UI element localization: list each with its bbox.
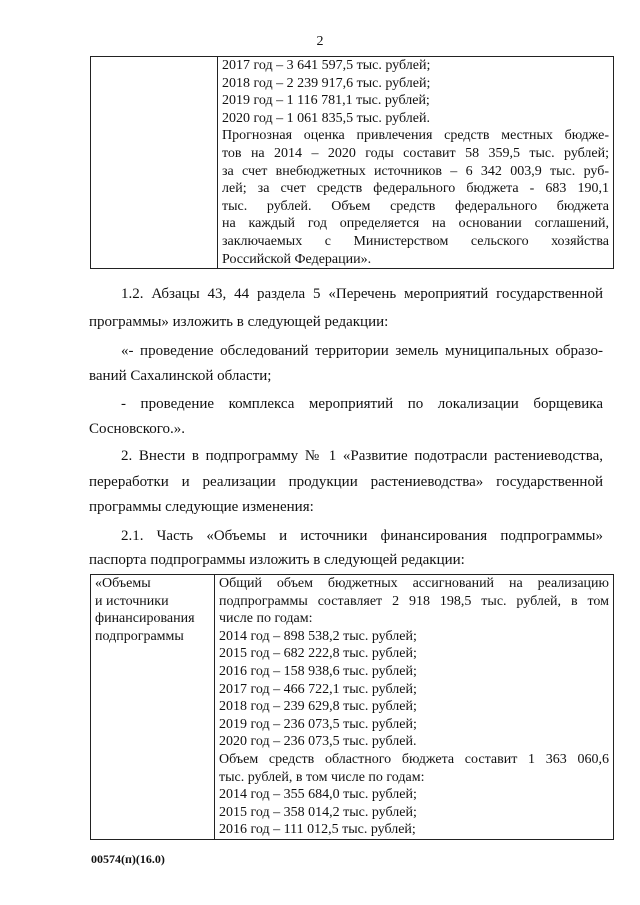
table2-line: 2014 год – 898 538,2 тыс. рублей; (219, 628, 417, 644)
table2-left-cell (91, 575, 215, 840)
paragraph-2-1-cont (89, 550, 603, 570)
document-code: 00574(п)(16.0) (91, 852, 165, 866)
paragraph-1-2 (89, 284, 603, 304)
table1-line: лей; за счет средств федерального бюджета - 683 190,1 (222, 181, 609, 197)
table2-right-cell (215, 575, 614, 840)
table1-right-cell (218, 57, 614, 269)
paragraph-2-cont (89, 472, 603, 492)
table1-line: Прогнозная оценка привлечения средств местных бюдже- (222, 128, 609, 144)
paragraph-line: программы следующие изменения: (89, 499, 314, 515)
paragraph-line: программы» изложить в следующей редакции: (89, 314, 389, 330)
table2-line: Общий объем бюджетных ассигнований на реализацию (219, 576, 609, 591)
paragraph-line: переработки и реализации продукции растениеводства» государственной (89, 474, 603, 490)
table1-line: Российской Федерации». (222, 251, 372, 267)
table2-left-line: подпрограммы (95, 628, 184, 644)
paragraph-line: «- проведение обследований территории земель муниципальных образо- (121, 343, 603, 359)
table1-line: заключаемых с Министерством сельского хозяйства (222, 233, 609, 249)
paragraph-quote-1-cont (89, 366, 603, 386)
table2-line: подпрограммы составляет 2 918 198,5 тыс. рублей, в том (219, 593, 609, 609)
table1-line: 2017 год – 3 641 597,5 тыс. рублей; (222, 58, 431, 73)
paragraph-line: 1.2. Абзацы 43, 44 раздела 5 «Перечень мероприятий государственной (121, 286, 603, 302)
table2-line: Объем средств областного бюджета составит 1 363 060,6 (219, 751, 609, 767)
paragraph-line: 2.1. Часть «Объемы и источники финансирования подпрограммы» (121, 528, 603, 544)
paragraph-quote-2 (89, 394, 603, 414)
paragraph-line: - проведение комплекса мероприятий по локализации борщевика (121, 396, 603, 412)
table2-left-line: и источники (95, 593, 169, 609)
table1-line: тов на 2014 – 2020 годы составит 58 359,5 тыс. рублей; (222, 145, 609, 161)
page-number: 2 (316, 34, 324, 49)
paragraph-1-2-cont (89, 312, 603, 332)
paragraph-line: Сосновского.». (89, 421, 186, 437)
table1-line: 2020 год – 1 061 835,5 тыс. рублей. (222, 110, 430, 126)
paragraph-2 (89, 446, 603, 466)
table2-line: 2017 год – 466 722,1 тыс. рублей; (219, 681, 417, 697)
table2-line: 2014 год – 355 684,0 тыс. рублей; (219, 787, 417, 803)
paragraph-line: паспорта подпрограммы изложить в следующей редакции: (89, 552, 465, 568)
table2-left-line: «Объемы (95, 576, 151, 591)
table1-line: на каждый год определяется на основании соглашений, (222, 216, 609, 232)
table2-line: числе по годам: (219, 611, 313, 627)
passport-table-financing (90, 574, 614, 840)
table2-line: 2020 год – 236 073,5 тыс. рублей. (219, 734, 417, 750)
table1-line: 2018 год – 2 239 917,6 тыс. рублей; (222, 75, 431, 91)
table2-line: 2016 год – 111 012,5 тыс. рублей; (219, 822, 416, 838)
paragraph-2-1 (89, 526, 603, 546)
paragraph-line: 2. Внести в подпрограмму № 1 «Развитие подотрасли растениеводства, (121, 448, 603, 464)
paragraph-line: ваний Сахалинской области; (89, 368, 272, 384)
paragraph-quote-1 (89, 341, 603, 361)
table1-left-cell (91, 57, 218, 269)
table2-left-line: финансирования (95, 611, 195, 627)
table1-line: за счет внебюджетных источников – 6 342 003,9 тыс. руб- (222, 163, 609, 179)
table1-line: 2019 год – 1 116 781,1 тыс. рублей; (222, 93, 430, 109)
table1-line: тыс. рублей. Объем средств федерального бюджета (222, 198, 609, 214)
paragraph-2-cont2 (89, 497, 603, 517)
passport-table-continuation (90, 56, 614, 269)
table2-line: тыс. рублей, в том числе по годам: (219, 769, 425, 785)
table2-line: 2016 год – 158 938,6 тыс. рублей; (219, 663, 417, 679)
table2-line: 2018 год – 239 629,8 тыс. рублей; (219, 699, 417, 715)
table2-line: 2019 год – 236 073,5 тыс. рублей; (219, 716, 417, 732)
table2-line: 2015 год – 358 014,2 тыс. рублей; (219, 804, 417, 820)
paragraph-quote-2-cont (89, 419, 603, 439)
table2-line: 2015 год – 682 222,8 тыс. рублей; (219, 646, 417, 662)
